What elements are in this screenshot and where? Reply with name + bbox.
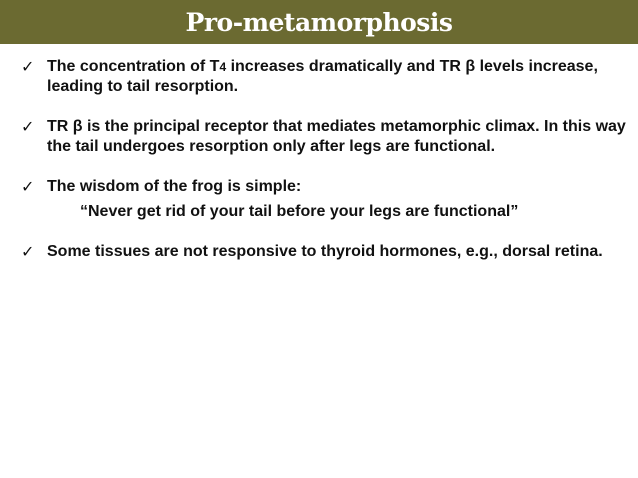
- checkmark-icon: ✓: [21, 177, 35, 196]
- bullet-text: increases dramatically and TR β levels increase, leading to tail resorption.: [47, 58, 598, 95]
- bullet-list: [0, 57, 638, 282]
- bullet-item-wisdom: [0, 177, 638, 222]
- bullet-text: Some tissues are not responsive to thyroid hormones, e.g., dorsal retina.: [47, 243, 603, 260]
- quote-text: “Never get rid of your tail before your legs are functional”: [80, 203, 519, 220]
- bullet-item-tissues: [0, 242, 638, 262]
- bullet-text: TR β is the principal receptor that mediates metamorphic climax. In this way the tail undergoes resorption only after legs are functional.: [47, 118, 626, 155]
- bullet-text: The concentration of T: [47, 58, 220, 75]
- checkmark-icon: ✓: [21, 117, 35, 136]
- checkmark-icon: ✓: [21, 242, 35, 261]
- bullet-item-concentration: [0, 57, 638, 97]
- checkmark-icon: ✓: [21, 57, 35, 76]
- bullet-text: The wisdom of the frog is simple:: [47, 178, 302, 195]
- slide-title: Pro-metamorphosis: [185, 8, 453, 37]
- bullet-item-receptor: [0, 117, 638, 157]
- subscript-text: 4: [219, 60, 227, 74]
